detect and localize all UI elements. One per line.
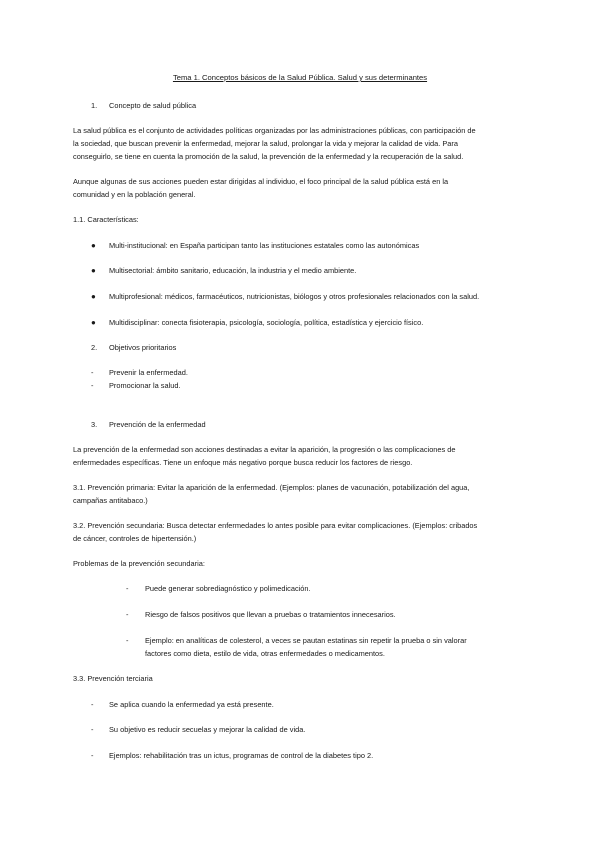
paragraph-line: Aunque algunas de sus acciones pueden estar dirigidas al individuo, el foco principal de la salud pública está en la [73, 177, 449, 186]
dash-icon: - [91, 725, 94, 734]
dash-icon: - [126, 584, 129, 593]
section-number: 1. [91, 101, 98, 110]
subsection-heading: 1.1. Características: [73, 215, 139, 224]
paragraph-line: conseguirlo, se tiene en cuenta la promoción de la salud, la prevención de la enfermedad y la recuperación de la salud. [73, 152, 464, 161]
document-title: Tema 1. Conceptos básicos de la Salud Pública. Salud y sus determinantes [172, 73, 428, 82]
list-item: Multi-institucional: en España participan tanto las instituciones estatales como las autonómicas [109, 241, 420, 250]
list-item: Su objetivo es reducir secuelas y mejorar la calidad de vida. [109, 725, 306, 734]
paragraph-line: campañas antitabaco.) [73, 496, 148, 505]
list-item: Ejemplos: rehabilitación tras un ictus, programas de control de la diabetes tipo 2. [109, 751, 374, 760]
paragraph-line: 3.1. Prevención primaria: Evitar la aparición de la enfermedad. (Ejemplos: planes de vacunación, potabilización del agua, [73, 483, 470, 492]
dash-icon: - [91, 751, 94, 760]
paragraph-line: de cáncer, controles de hipertensión.) [73, 534, 197, 543]
bullet-icon: ● [91, 241, 96, 250]
list-item: Multidisciplinar: conecta fisioterapia, psicología, sociología, política, estadística y ejercicio físico. [109, 318, 424, 327]
dash-icon: - [126, 610, 129, 619]
section-number: 2. [91, 343, 98, 352]
bullet-icon: ● [91, 292, 96, 301]
list-item: Multisectorial: ámbito sanitario, educación, la industria y el medio ambiente. [109, 266, 357, 275]
paragraph-line: 3.2. Prevención secundaria: Busca detectar enfermedades lo antes posible para evitar complicaciones. (Ejemplos: cribados [73, 521, 478, 530]
list-item-continuation: factores como dieta, estilo de vida, otras enfermedades o medicamentos. [145, 649, 385, 658]
section-number: 3. [91, 420, 98, 429]
bullet-icon: ● [91, 266, 96, 275]
dash-icon: - [91, 381, 94, 390]
list-item: Puede generar sobrediagnóstico y polimedicación. [145, 584, 311, 593]
dash-icon: - [91, 368, 94, 377]
subsection-heading: 3.3. Prevención terciaria [73, 674, 153, 683]
list-item: Ejemplo: en analíticas de colesterol, a veces se pautan estatinas sin repetir la prueba o sin valorar [145, 636, 467, 645]
paragraph-line: La salud pública es el conjunto de actividades políticas organizadas por las administraciones públicas, con participación de [73, 126, 476, 135]
section-heading: Prevención de la enfermedad [109, 420, 206, 429]
list-item: Prevenir la enfermedad. [109, 368, 188, 377]
paragraph-line: La prevención de la enfermedad son acciones destinadas a evitar la aparición, la progresión o las complicaciones de [73, 445, 456, 454]
list-item: Multiprofesional: médicos, farmacéuticos, nutricionistas, biólogos y otros profesionales relacionados con la salud. [109, 292, 480, 301]
section-heading: Concepto de salud pública [109, 101, 197, 110]
section-heading: Objetivos prioritarios [109, 343, 177, 352]
list-item: Se aplica cuando la enfermedad ya está presente. [109, 700, 274, 709]
list-item: Riesgo de falsos positivos que llevan a pruebas o tratamientos innecesarios. [145, 610, 396, 619]
bullet-icon: ● [91, 318, 96, 327]
subsection-heading: Problemas de la prevención secundaria: [73, 559, 205, 568]
dash-icon: - [91, 700, 94, 709]
paragraph-line: la sociedad, que buscan prevenir la enfermedad, mejorar la salud, prolongar la vida y mejorar la calidad de vida. Para [73, 139, 458, 148]
paragraph-line: comunidad y en la población general. [73, 190, 196, 199]
list-item: Promocionar la salud. [109, 381, 181, 390]
paragraph-line: enfermedades específicas. Tiene un enfoque más negativo porque busca reducir los factores de riesgo. [73, 458, 413, 467]
dash-icon: - [126, 636, 129, 645]
